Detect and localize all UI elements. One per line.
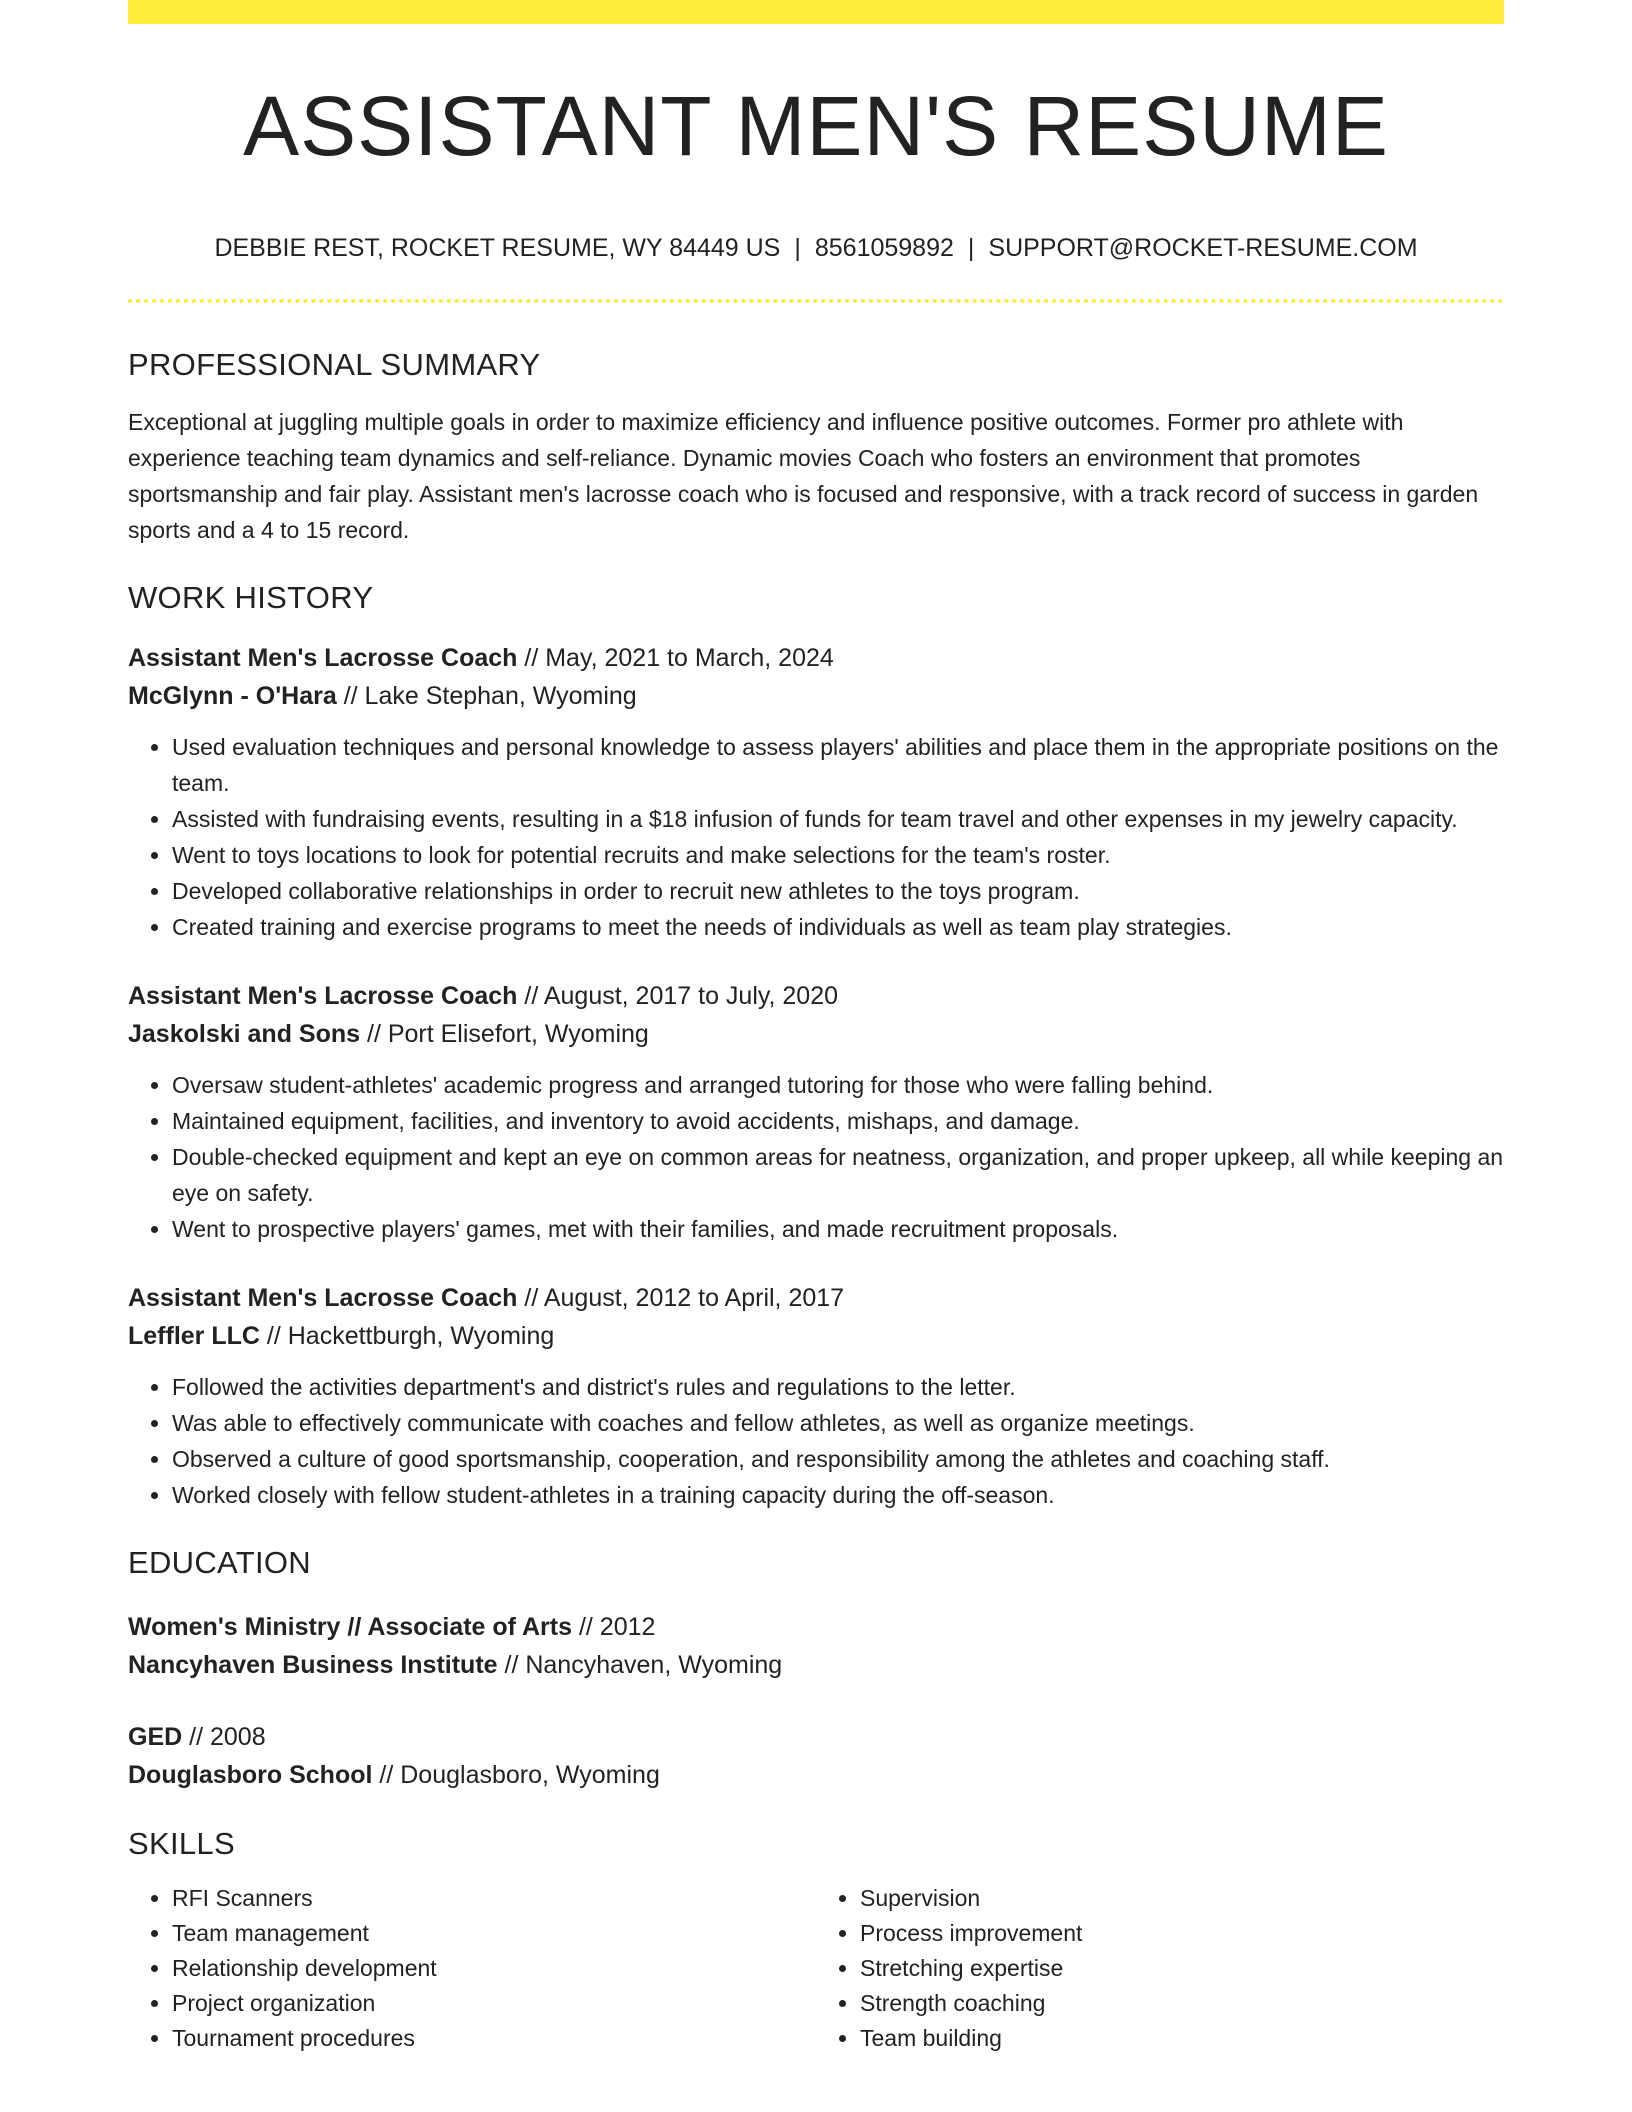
job-title: Assistant Men's Lacrosse Coach — [128, 1284, 518, 1312]
skill-item: • Strength coaching — [860, 1986, 1504, 2021]
skill-item: • Team building — [860, 2021, 1504, 2056]
dotted-divider — [128, 299, 1504, 303]
education-school: Douglasboro School — [128, 1761, 373, 1789]
job-company: Jaskolski and Sons — [128, 1020, 361, 1048]
list-item: • Worked closely with fellow student-athletes in a training capacity during the off-season. — [172, 1477, 1504, 1513]
job-bullets — [128, 729, 1504, 945]
summary-heading: PROFESSIONAL SUMMARY — [128, 347, 541, 382]
education-school-line — [128, 1646, 1504, 1684]
skills-right-list — [816, 1881, 1504, 2056]
job-entry — [128, 639, 1504, 945]
job-title-line — [128, 977, 1504, 1015]
skills-columns — [128, 1881, 1504, 2056]
job-bullets — [128, 1067, 1504, 1247]
skill-item: • Stretching expertise — [860, 1951, 1504, 1986]
education-degree-line — [128, 1608, 1504, 1646]
list-item: • Double-checked equipment and kept an eye on common areas for neatness, organization, and proper upkeep, all while keeping an eye on safety. — [172, 1139, 1504, 1211]
list-item: • Oversaw student-athletes' academic progress and arranged tutoring for those who were falling behind. — [172, 1067, 1504, 1103]
list-item: • Followed the activities department's and district's rules and regulations to the letter. — [172, 1369, 1504, 1405]
education-entry — [128, 1718, 1504, 1794]
education-year: // 2012 — [578, 1613, 656, 1641]
contact-line — [128, 236, 1504, 261]
list-item: • Went to prospective players' games, met with their families, and made recruitment proposals. — [172, 1211, 1504, 1247]
skill-item: • RFI Scanners — [172, 1881, 816, 1916]
education-year: // 2008 — [189, 1723, 266, 1751]
job-bullets — [128, 1369, 1504, 1513]
job-title-line — [128, 639, 1504, 677]
education-school: Nancyhaven Business Institute — [128, 1651, 498, 1679]
job-location: // Hackettburgh, Wyoming — [266, 1322, 555, 1350]
education-degree-line — [128, 1718, 1504, 1756]
list-item: • Went to toys locations to look for potential recruits and make selections for the team's roster. — [172, 837, 1504, 873]
list-item: • Assisted with fundraising events, resulting in a $18 infusion of funds for team travel and other expenses in my jewelry capacity. — [172, 801, 1504, 837]
list-item: • Observed a culture of good sportsmanship, cooperation, and responsibility among the athletes and coaching staff. — [172, 1441, 1504, 1477]
education-heading: EDUCATION — [128, 1545, 311, 1580]
skill-item: • Supervision — [860, 1881, 1504, 1916]
skill-item: • Team management — [172, 1916, 816, 1951]
education-degree: GED — [128, 1723, 183, 1751]
education-degree: Women's Ministry // Associate of Arts — [128, 1613, 573, 1641]
job-location: // Lake Stephan, Wyoming — [343, 682, 637, 710]
skill-item: • Project organization — [172, 1986, 816, 2021]
job-title-line — [128, 1279, 1504, 1317]
job-dates: // May, 2021 to March, 2024 — [524, 644, 834, 672]
summary-text: Exceptional at juggling multiple goals in order to maximize efficiency and influence positive outcomes. Former pro athlete with experience teaching team dynamics and self-reliance. Dynamic movies Coach who fosters an environment that promotes sportsmanship and fair play. Assistant men's lacrosse coach who is focused and responsive, with a track record of success in garden sports and a 4 to 15 record. — [128, 409, 1479, 543]
job-company-line — [128, 677, 1504, 715]
list-item: • Used evaluation techniques and personal knowledge to assess players' abilities and place them in the appropriate positions on the team. — [172, 729, 1504, 801]
education-location: // Nancyhaven, Wyoming — [504, 1651, 783, 1679]
contact-separator: | — [967, 234, 975, 262]
job-title: Assistant Men's Lacrosse Coach — [128, 644, 518, 672]
contact-address: DEBBIE REST, ROCKET RESUME, WY 84449 US — [214, 234, 781, 262]
skills-heading: SKILLS — [128, 1826, 235, 1861]
skill-item: • Tournament procedures — [172, 2021, 816, 2056]
job-company: Leffler LLC — [128, 1322, 260, 1350]
contact-phone: 8561059892 — [814, 234, 954, 262]
job-dates: // August, 2012 to April, 2017 — [524, 1284, 845, 1312]
job-location: // Port Elisefort, Wyoming — [367, 1020, 649, 1048]
list-item: • Was able to effectively communicate with coaches and fellow athletes, as well as organize meetings. — [172, 1405, 1504, 1441]
top-accent-bar — [128, 0, 1504, 24]
job-entry — [128, 1279, 1504, 1513]
list-item: • Developed collaborative relationships in order to recruit new athletes to the toys program. — [172, 873, 1504, 909]
job-company-line — [128, 1015, 1504, 1053]
list-item: • Maintained equipment, facilities, and inventory to avoid accidents, mishaps, and damage. — [172, 1103, 1504, 1139]
skill-item: • Process improvement — [860, 1916, 1504, 1951]
education-entry — [128, 1608, 1504, 1684]
skill-item: • Relationship development — [172, 1951, 816, 1986]
skills-left-list — [128, 1881, 816, 2056]
education-location: // Douglasboro, Wyoming — [379, 1761, 660, 1789]
list-item: • Created training and exercise programs to meet the needs of individuals as well as team play strategies. — [172, 909, 1504, 945]
job-title: Assistant Men's Lacrosse Coach — [128, 982, 518, 1010]
job-company: McGlynn - O'Hara — [128, 682, 337, 710]
job-company-line — [128, 1317, 1504, 1355]
contact-email: SUPPORT@ROCKET-RESUME.COM — [988, 234, 1418, 262]
contact-separator: | — [794, 234, 801, 262]
resume-page — [128, 0, 1504, 2056]
education-school-line — [128, 1756, 1504, 1794]
job-entry — [128, 977, 1504, 1247]
work-history-heading: WORK HISTORY — [128, 580, 374, 615]
job-dates: // August, 2017 to July, 2020 — [524, 982, 839, 1010]
page-title: ASSISTANT MEN'S RESUME — [243, 79, 1389, 173]
